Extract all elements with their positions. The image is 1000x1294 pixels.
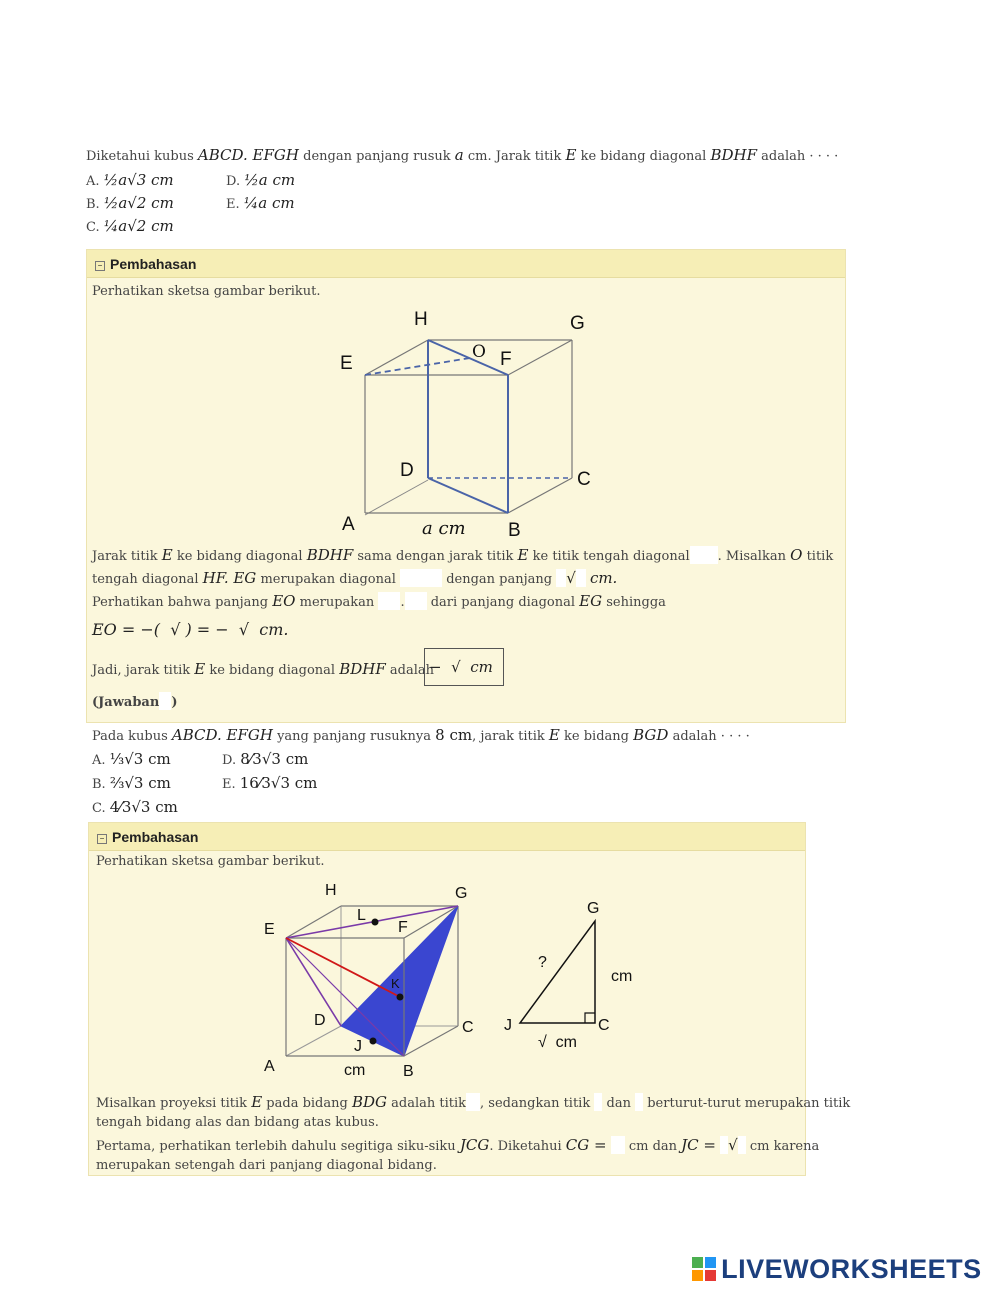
cube-figure-2 — [258, 876, 488, 1086]
edge-ad — [286, 1026, 341, 1056]
label-f: F — [398, 919, 408, 936]
label-a: A — [342, 514, 355, 535]
q2-option-b[interactable]: B. ⅔√3 cm — [92, 774, 171, 792]
solution-1-line-3: Perhatikan bahwa panjang EO merupakan . dari panjang diagonal EG sehingga — [92, 592, 666, 610]
blank-input[interactable] — [611, 1136, 625, 1154]
edge-db — [428, 478, 508, 513]
collapse-icon[interactable]: − — [97, 834, 107, 844]
label-f: F — [500, 349, 512, 370]
label-g: G — [587, 900, 600, 917]
solution-1-header[interactable]: − Pembahasan — [87, 250, 845, 278]
label-c: C — [577, 469, 591, 490]
blank-input[interactable] — [594, 1093, 602, 1111]
blank-input[interactable] — [378, 592, 400, 610]
blank-input[interactable] — [466, 1093, 480, 1111]
label-g: G — [455, 885, 468, 902]
option-e[interactable]: E. ¼a cm — [226, 194, 295, 212]
q2-option-a[interactable]: A. ⅓√3 cm — [92, 750, 171, 768]
liveworksheets-icon — [692, 1257, 716, 1281]
option-a[interactable]: A. ½a√3 cm — [86, 171, 174, 189]
label-h: H — [414, 309, 428, 330]
blank-input[interactable] — [738, 1136, 746, 1154]
label-b: B — [403, 1063, 414, 1080]
label-j: J — [504, 1017, 512, 1034]
label-j: J — [354, 1038, 362, 1055]
solution-2-line-3: Pertama, perhatikan terlebih dahulu segitiga siku-siku JCG. Diketahui CG = cm dan JC = √ cm karena — [96, 1136, 820, 1154]
solution-2-line-4: merupakan setengah dari panjang diagonal bidang. — [96, 1158, 437, 1173]
cube-figure-1 — [330, 303, 630, 543]
right-angle-mark — [585, 1013, 595, 1023]
label-d: D — [400, 460, 414, 481]
label-e: E — [264, 921, 275, 938]
blank-input[interactable] — [576, 569, 586, 587]
solution-2-header[interactable]: − Pembahasan — [89, 823, 805, 851]
label-question: ? — [538, 954, 547, 971]
blank-input[interactable] — [159, 692, 171, 710]
solution-1-line-1: Jarak titik E ke bidang diagonal BDHF sama dengan jarak titik E ke titik tengah diagonal . Misalkan O titik — [92, 546, 834, 564]
brand-logo — [692, 1254, 982, 1284]
solution-1-intro: Perhatikan sketsa gambar berikut. — [92, 284, 321, 299]
collapse-icon[interactable]: − — [95, 261, 105, 271]
label-c: C — [598, 1017, 610, 1034]
q2-option-d[interactable]: D. 8⁄3√3 cm — [222, 750, 309, 768]
label-base: √ cm — [538, 1034, 577, 1051]
label-a: A — [264, 1058, 275, 1075]
solution-2-intro: Perhatikan sketsa gambar berikut. — [96, 854, 325, 869]
label-h: H — [325, 882, 337, 899]
q2-option-e[interactable]: E. 16⁄3√3 cm — [222, 774, 318, 792]
label-o: O — [472, 342, 486, 362]
segment-ek — [286, 938, 400, 997]
label-d: D — [314, 1012, 326, 1029]
option-d[interactable]: D. ½a cm — [226, 171, 296, 189]
point-j — [370, 1038, 377, 1045]
blank-input[interactable] — [556, 569, 566, 587]
label-edge: a cm — [422, 518, 466, 539]
solution-1-line-2: tengah diagonal HF. EG merupakan diagonal dengan panjang √ cm. — [92, 569, 618, 587]
edge-gf — [508, 340, 572, 375]
point-k — [397, 994, 404, 1001]
label-c: C — [462, 1019, 474, 1036]
question-1-stem: Diketahui kubus ABCD. EFGH dengan panjang rusuk a cm. Jarak titik E ke bidang diagonal BDHF adalah · · · · — [86, 146, 839, 164]
solution-2-line-1: Misalkan proyeksi titik E pada bidang BDG adalah titik , sedangkan titik dan berturut-turut merupakan titik — [96, 1093, 851, 1111]
blank-input[interactable] — [400, 569, 442, 587]
answer-box[interactable]: − √ cm — [424, 648, 504, 686]
label-e: E — [340, 353, 353, 374]
brand-name: LIVEWORKSHEETS — [721, 1254, 982, 1284]
solution-2-line-2: tengah bidang alas dan bidang atas kubus. — [96, 1115, 379, 1130]
solution-1-conclusion: Jadi, jarak titik E ke bidang diagonal BDHF adalah — [92, 660, 435, 678]
q2-option-c[interactable]: C. 4⁄3√3 cm — [92, 798, 178, 816]
label-edge: cm — [344, 1062, 366, 1079]
triangle-jcg — [500, 893, 650, 1053]
blank-input[interactable] — [635, 1093, 643, 1111]
edge-cb — [508, 478, 572, 513]
question-2-stem: Pada kubus ABCD. EFGH yang panjang rusuknya 8 cm, jarak titik E ke bidang BGD adalah · · · · — [92, 726, 750, 744]
blank-input[interactable] — [720, 1136, 728, 1154]
point-l — [372, 919, 379, 926]
solution-1-equation: EO = −( √ ) = − √ cm. — [92, 620, 289, 639]
blank-input[interactable] — [690, 546, 718, 564]
blank-input[interactable] — [405, 592, 427, 610]
edge-ad-hidden — [365, 480, 428, 515]
label-b: B — [508, 520, 521, 541]
label-side: cm — [611, 968, 633, 985]
option-b[interactable]: B. ½a√2 cm — [86, 194, 174, 212]
label-k: K — [391, 976, 400, 991]
label-l: L — [357, 907, 366, 924]
option-c[interactable]: C. ¼a√2 cm — [86, 217, 174, 235]
triangle-shape — [520, 921, 595, 1023]
jawaban: (Jawaban ) — [92, 692, 177, 710]
label-g: G — [570, 313, 585, 334]
